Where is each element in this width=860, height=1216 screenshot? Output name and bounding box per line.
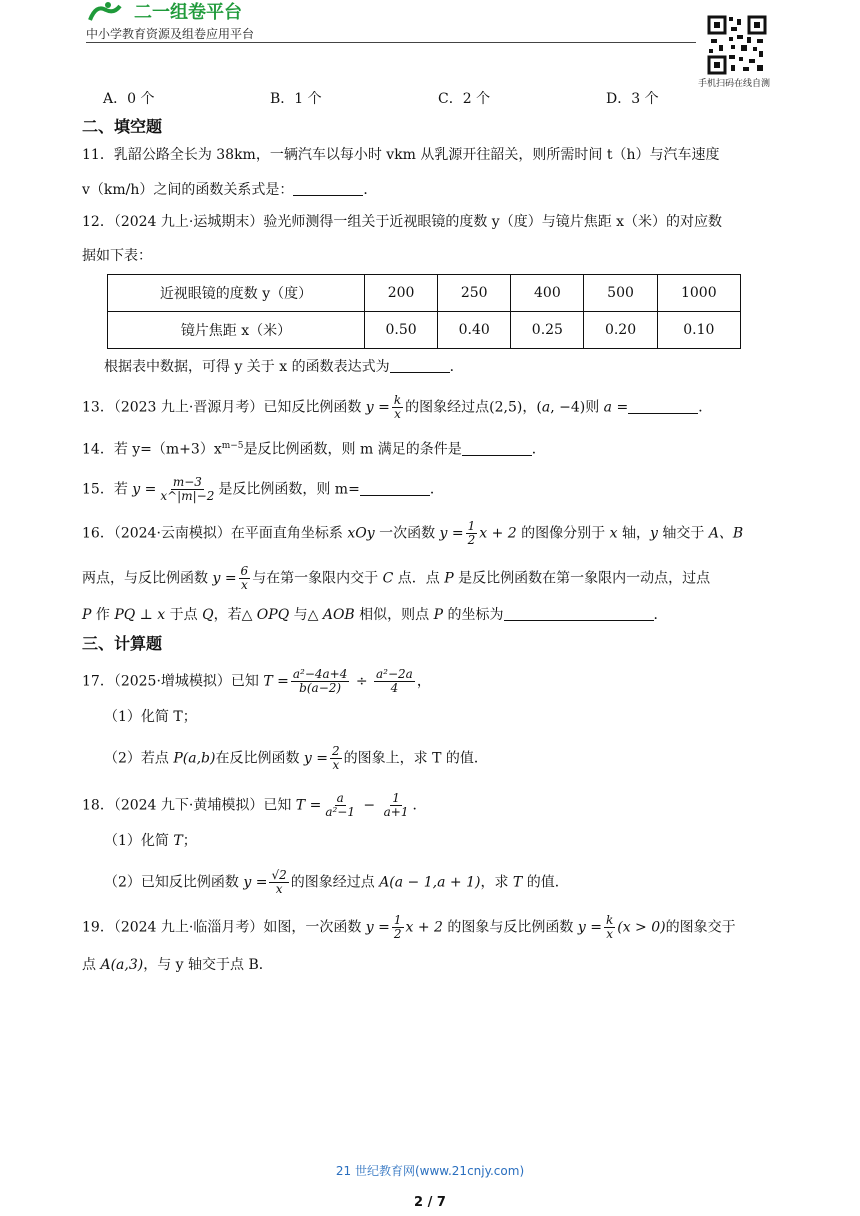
header-divider: [86, 42, 696, 43]
answer-blank[interactable]: [462, 441, 532, 456]
answer-blank[interactable]: [390, 358, 450, 373]
logo-text: 二一组卷平台: [134, 2, 242, 23]
q12-line1: 12．（2024 九上·运城期末）验光师测得一组关于近视眼镜的度数 y（度）与镜片焦距 x（米）的对应数: [82, 214, 723, 230]
option-c: C．2 个: [438, 91, 491, 107]
q12-after-table: 根据表中数据，可得 y 关于 x 的函数表达式为 ．: [104, 359, 464, 375]
q17-part2: （2）若点 P(a,b)在反比例函数 y = $\frac{2}{x}$ 的图象上，求 T 的值．: [104, 744, 488, 772]
q14-line: 14．若 $y=(m+3)x^{m-5}$是反比例函数，则 m 满足的条件是 ．: [82, 441, 546, 458]
q19-line2: 点 A(a,3)，与 y 轴交于点 B．: [82, 957, 273, 973]
fraction: $\frac{6}{x}$: [240, 564, 249, 592]
table-cell: 500: [584, 275, 657, 312]
q16-line2: 两点，与反比例函数 y = $\frac{6}{x}$ 与在第一象限内交于 C 点．点 P 是反比例函数在第一象限内一动点，过点: [82, 564, 711, 592]
answer-blank[interactable]: [628, 399, 698, 414]
table-row-label: 近视眼镜的度数 y（度）: [108, 275, 365, 312]
site-logo: [86, 0, 286, 24]
table-row: [108, 275, 741, 312]
footer-site-link[interactable]: 21 世纪教育网(www.21cnjy.com): [335, 1164, 525, 1178]
qr-code-icon[interactable]: [707, 15, 767, 75]
fraction: $\frac{1}{a+1}$: [383, 791, 409, 819]
answer-blank[interactable]: [504, 606, 654, 621]
table-cell: 0.20: [584, 312, 657, 349]
qr-caption: 手机扫码在线自测: [698, 79, 771, 89]
table-row-label: 镜片焦距 x（米）: [108, 312, 365, 349]
q18-line: 18．（2024 九下·黄埔模拟）已知 T = $\frac{a}{\text{a²−1}}$ − $\frac{1}{a+1}$ ．: [82, 791, 427, 819]
table-cell: 400: [511, 275, 584, 312]
q17-line: 17．（2025·增城模拟）已知 T = $\frac{\text{a²−4a+4}}{b(a-2)}$ ÷ $\frac{\text{a²−2a}}{4}$ ，: [82, 667, 431, 695]
logo-subtitle: 中小学教育资源及组卷应用平台: [86, 27, 255, 41]
data-table: [107, 274, 741, 349]
page-number: 2 / 7: [414, 1195, 446, 1210]
table-cell: 250: [438, 275, 511, 312]
answer-blank[interactable]: [293, 181, 363, 196]
fraction: $\frac{1}{2}$: [467, 519, 476, 547]
table-cell: 1000: [657, 275, 740, 312]
fraction: $\frac{\text{a²−4a+4}}{b(a-2)}$: [292, 667, 348, 695]
section-title-fill-blank: 二、填空题: [82, 117, 163, 136]
table-cell: 0.25: [511, 312, 584, 349]
option-d: D．3 个: [606, 91, 659, 107]
fraction: $\frac{1}{2}$: [393, 913, 402, 941]
fraction: $\frac{k}{x}$: [605, 913, 614, 941]
q17-part1: （1）化简 T；: [104, 709, 197, 725]
option-a: A．0 个: [103, 91, 155, 107]
q15-line: 15．若 y = $\frac{m-3}{x\^{}|m|-2}$ 是反比例函数，则 m= ．: [82, 475, 444, 503]
section-title-calculation: 三、计算题: [82, 634, 163, 653]
table-cell: 0.40: [438, 312, 511, 349]
fraction: $\frac{2}{x}$: [332, 744, 340, 772]
table-cell: 0.50: [365, 312, 438, 349]
q19-line1: 19．（2024 九上·临淄月考）如图，一次函数 y = $\frac{1}{2}$ x + 2 的图象与反比例函数 y = $\frac{k}{x}$ (x > 0)的图象交于: [82, 913, 736, 941]
q11-line1: 11．乳韶公路全长为 38km，一辆汽车以每小时 vkm 从乳源开往韶关，则所需时间 t（h）与汽车速度: [82, 147, 720, 163]
q16-line3: P 作 PQ ⊥ x 于点 Q，若△ OPQ 与△ AOB 相似，则点 P 的坐标为 ．: [82, 607, 668, 623]
q12-line2: 据如下表：: [82, 248, 152, 264]
fraction: $\frac{a}{\text{a²−1}}$: [325, 791, 355, 819]
fraction: $\frac{k}{x}$: [393, 393, 402, 421]
fraction: $\frac{√2}{x}$: [271, 868, 287, 896]
q13-line: 13．（2023 九上·晋源月考）已知反比例函数 y = $\frac{k}{x}$ 的图象经过点(2,5)，(a, −4)则 a = ．: [82, 393, 713, 421]
answer-blank[interactable]: [360, 481, 430, 496]
q11-line2: v（km/h）之间的函数关系式是： ．: [82, 182, 378, 198]
q18-part2: （2）已知反比例函数 y = $\frac{√2}{x}$ 的图象经过点 A(a − 1,a + 1)，求 T 的值．: [104, 868, 569, 896]
option-b: B．1 个: [270, 91, 322, 107]
q18-part1: （1）化简 T；: [104, 833, 197, 849]
fraction: $\frac{m-3}{x\^{}|m|-2}$: [160, 475, 215, 503]
q16-line1: 16．（2024·云南模拟）在平面直角坐标系 xOy 一次函数 y = $\frac{1}{2}$ x + 2 的图像分别于 x 轴，y 轴交于 A、B: [82, 519, 744, 547]
table-cell: 0.10: [657, 312, 740, 349]
fraction: $\frac{\text{a²−2a}}{4}$: [376, 667, 413, 695]
table-cell: 200: [365, 275, 438, 312]
table-row: [108, 312, 741, 349]
